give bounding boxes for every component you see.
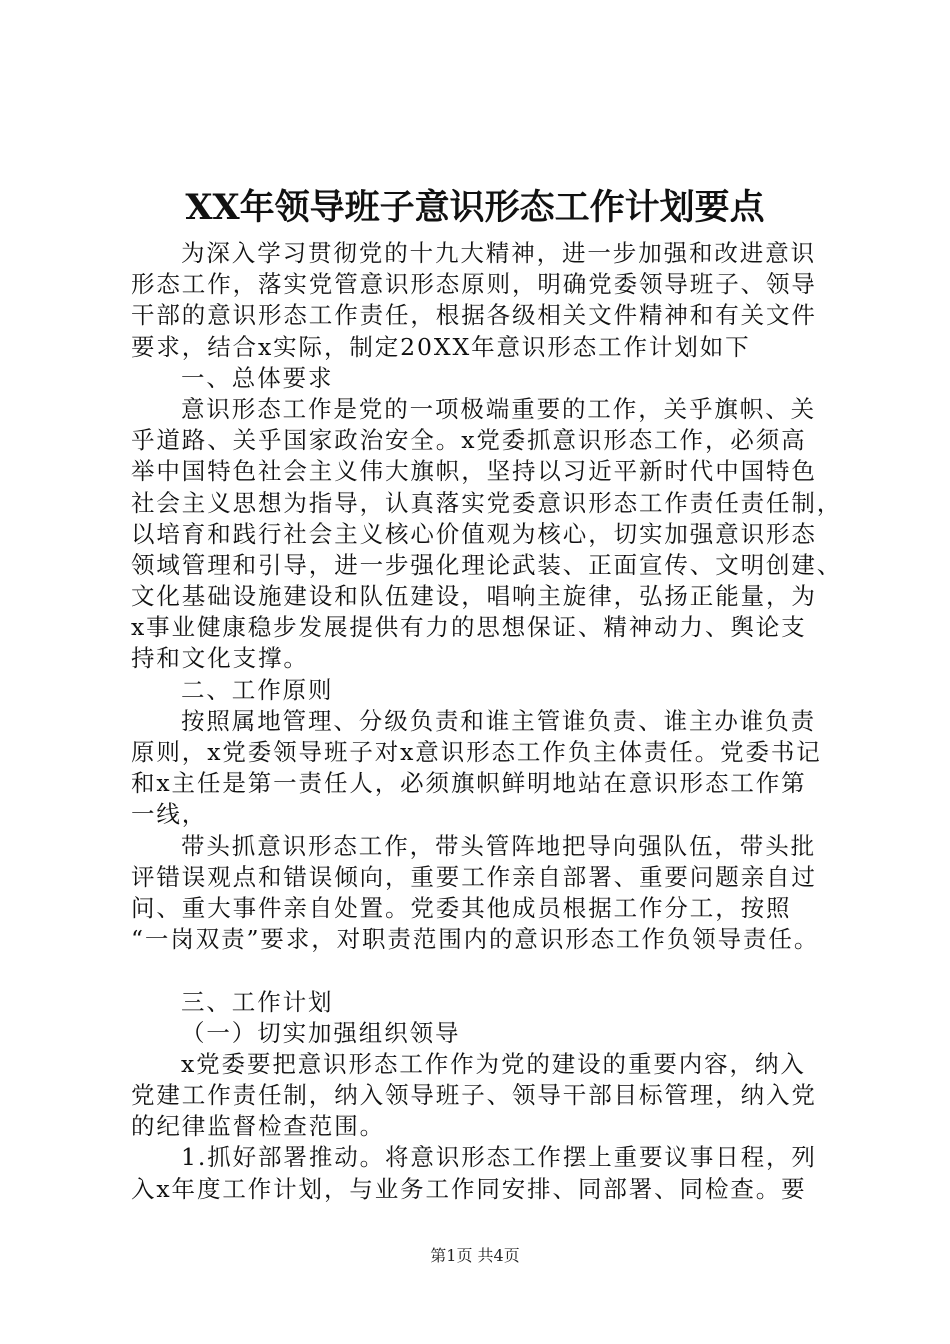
- paragraph-line: 原则，x党委领导班子对x意识形态工作负主体责任。党委书记: [131, 738, 822, 766]
- paragraph-line: 按照属地管理、分级负责和谁主管谁负责、谁主办谁负责: [181, 706, 816, 735]
- paragraph-line: 的纪律监督检查范围。: [131, 1112, 385, 1141]
- paragraph-line: x党委要把意识形态工作作为党的建设的重要内容，纳入: [181, 1049, 806, 1078]
- paragraph-line: 为深入学习贯彻党的十九大精神，进一步加强和改进意识: [181, 239, 816, 267]
- page-number: 第1页 共4页: [430, 1246, 520, 1265]
- paragraph-line: 文化基础设施建设和队伍建设，唱响主旋律，弘扬正能量，为: [131, 582, 817, 611]
- paragraph-line: 评错误观点和错误倾向，重要工作亲自部署、重要问题亲自过: [131, 862, 817, 891]
- paragraph-line: 和x主任是第一责任人，必须旗帜鲜明地站在意识形态工作第: [131, 769, 807, 798]
- section-heading: 一、总体要求: [181, 363, 334, 392]
- paragraph-line: x事业健康稳步发展提供有力的思想保证、精神动力、舆论支: [131, 613, 807, 642]
- paragraph-line: 意识形态工作是党的一项极端重要的工作，关乎旗帜、关: [181, 394, 816, 423]
- paragraph-line: 举中国特色社会主义伟大旗帜，坚持以习近平新时代中国特色: [131, 457, 817, 486]
- paragraph-line: 形态工作，落实党管意识形态原则，明确党委领导班子、领导: [131, 270, 817, 299]
- paragraph-line: 干部的意识形态工作责任，根据各级相关文件精神和有关文件: [131, 301, 817, 330]
- paragraph-line: 持和文化支撑。: [131, 644, 309, 673]
- paragraph-line: 领域管理和引导，进一步强化理论武装、正面宣传、文明创建、: [131, 550, 843, 579]
- paragraph-line: 1.抓好部署推动。将意识形态工作摆上重要议事日程，列: [181, 1143, 817, 1172]
- paragraph-line: 以培育和践行社会主义核心价值观为核心，切实加强意识形态: [131, 519, 817, 548]
- blank-line: [131, 955, 851, 986]
- paragraph-line: 党建工作责任制，纳入领导班子、领导干部目标管理，纳入党: [131, 1081, 817, 1110]
- document-body: [131, 238, 851, 1205]
- paragraph-line: 社会主义思想为指导，认真落实党委意识形态工作责任责任制，: [131, 488, 843, 517]
- paragraph-line: 乎道路、关乎国家政治安全。x党委抓意识形态工作，必须高: [131, 426, 807, 455]
- section-heading: 三、工作计划: [181, 987, 334, 1016]
- subsection-heading: （一）切实加强组织领导: [181, 1018, 461, 1047]
- paragraph-line: 问、重大事件亲自处置。党委其他成员根据工作分工，按照: [131, 893, 792, 922]
- section-heading: 二、工作原则: [181, 675, 334, 704]
- document-title: XX年领导班子意识形态工作计划要点: [185, 187, 765, 228]
- paragraph-line: 入x年度工作计划，与业务工作同安排、同部署、同检查。要: [131, 1174, 807, 1203]
- paragraph-line: 一线，: [131, 800, 208, 829]
- paragraph-line: “一岗双责”要求，对职责范围内的意识形态工作负领导责任。: [131, 925, 820, 954]
- paragraph-line: 带头抓意识形态工作，带头管阵地把导向强队伍，带头批: [181, 831, 816, 860]
- paragraph-line: 要求，结合x实际，制定20XX年意识形态工作计划如下: [131, 332, 751, 361]
